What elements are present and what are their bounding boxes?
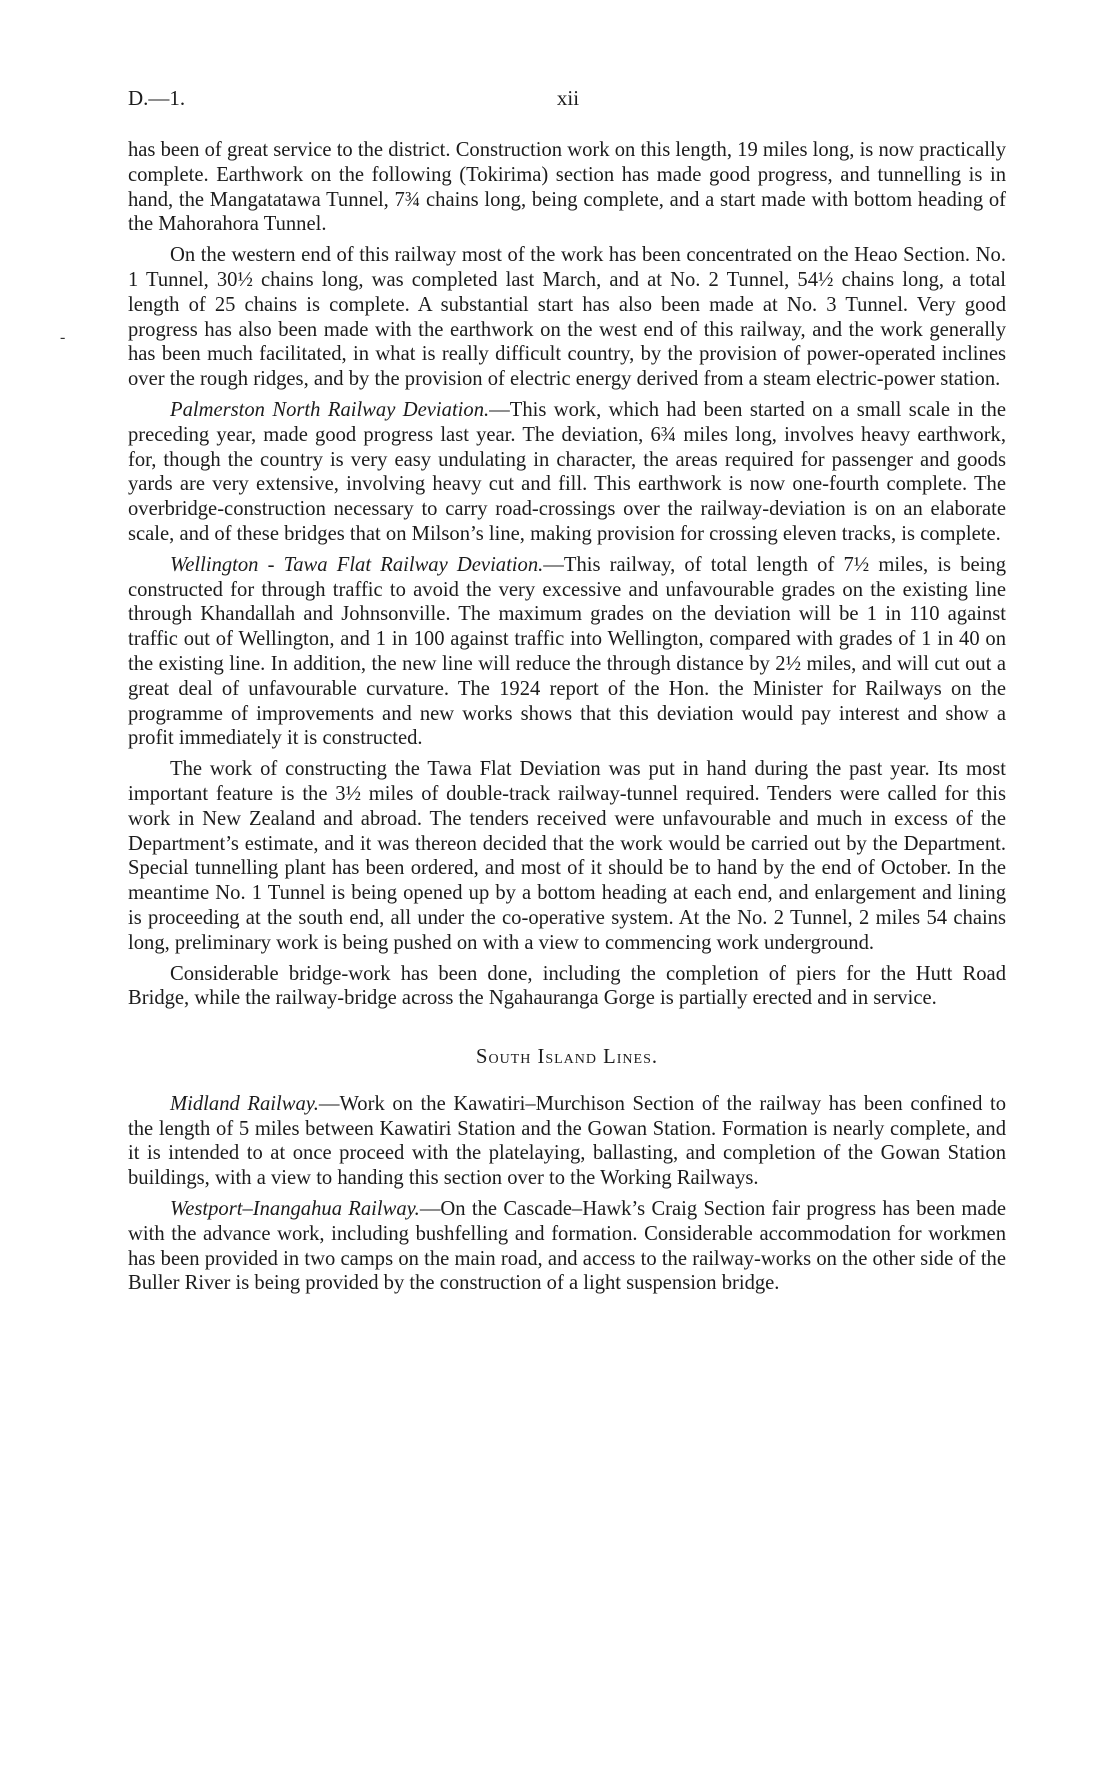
paragraph-text: —This railway, of total length of 7½ miles, is being constructed for through traffic to avoid the very excessive and unfavourable grades on the existing line through Khandallah and Johnsonville. The maximum grades on the deviation will be 1 in 110 against traffic out of Wellington, and 1 in 100 against traffic into Wellington, compared with grades of 1 in 40 on the existing line. In addition, the new line will reduce the through distance by 2½ miles, and will cut out a great deal of unfavourable curvature. The 1924 report of the Hon. the Minister for Railways on the programme of improvements and new works shows that this deviation would pay interest and show a profit immediately it is constructed. (128, 553, 1006, 750)
page-header (128, 86, 1008, 116)
paragraph-title: Palmerston North Railway Deviation. (170, 398, 490, 421)
paragraph-text: Considerable bridge-work has been done, including the completion of piers for the Hutt Road Bridge, while the railway-bridge across the Ngahauranga Gorge is partially erected and in service. (128, 962, 1006, 1010)
paragraph (128, 553, 1006, 751)
paragraph (128, 1197, 1006, 1296)
paragraph-text: On the western end of this railway most of the work has been concentrated on the Heao Section. No. 1 Tunnel, 30½ chains long, was completed last March, and at No. 2 Tunnel, 54½ chains long, a total length of 25 chains is complete. A substantial start has also been made at No. 3 Tunnel. Very good progress has also been made with the earthwork on the west end of this railway, and the work generally has been much facilitated, in what is really difficult country, by the provision of power-operated inclines over the rough ridges, and by the provision of electric energy derived from a steam electric-power station. (128, 244, 1006, 391)
paragraph (128, 138, 1006, 237)
paragraph (128, 243, 1006, 392)
paragraph-title: Midland Railway. (170, 1092, 319, 1115)
document-reference: D.—1. (128, 86, 186, 110)
paragraph (128, 757, 1006, 955)
paragraph-text: has been of great service to the district. Construction work on this length, 19 miles long, is now practically complete. Earthwork on the following (Tokirima) section has made good progress, and tunnelling is in hand, the Mangatatawa Tunnel, 7¾ chains long, being complete, and a start made with bottom heading of the Mahorahora Tunnel. (128, 139, 1006, 236)
paragraph-text: —Work on the Kawatiri–Murchison Section of the railway has been confined to the length of 5 miles between Kawatiri Station and the Gowan Station. Formation is nearly complete, and it is intended to at once proceed with the platelaying, ballasting, and completion of the Gowan Station buildings, with a view to handing this section over to the Working Railways. (128, 1092, 1006, 1190)
paragraph (128, 398, 1006, 547)
paragraph-text: —On the Cascade–Hawk’s Craig Section fair progress has been made with the advance work, including bushfelling and formation. Considerable accommodation for workmen has been provided in two camps on the main road, and access to the railway-works on the other side of the Buller River is being provided by the construction of a light suspension bridge. (128, 1198, 1007, 1295)
paragraph-text: —This work, which had been started on a small scale in the preceding year, made good progress last year. The deviation, 6¾ miles long, involves heavy earthwork, for, though the country is very easy undulating in character, the areas required for passenger and goods yards are very extensive, involving heavy cut and fill. This earthwork is now one-fourth complete. The overbridge-construction necessary to carry road-crossings over the railway-deviation is on an elaborate scale, and of these bridges that on Milson’s line, making provision for crossing eleven tracks, is complete. (128, 398, 1006, 545)
paragraph-title: Westport–Inangahua Railway. (170, 1198, 420, 1221)
paragraph-title: Wellington - Tawa Flat Railway Deviation. (170, 553, 544, 576)
paragraph (128, 962, 1006, 1012)
document-body (128, 138, 1006, 1302)
margin-mark: - (60, 329, 66, 346)
paragraph-text: The work of constructing the Tawa Flat Deviation was put in hand during the past year. Its most important feature is the 3½ miles of double-track railway-tunnel required. Tenders were called for this work in New Zealand and abroad. The tenders received were unfavourable and much in excess of the Department’s estimate, and it was thereon decided that the work would be carried out by the Department. Special tunnelling plant has been ordered, and most of it should be to hand by the end of October. In the meantime No. 1 Tunnel is being opened up by a bottom heading at each end, and enlargement and lining is proceeding at the south end, all under the co-operative system. At the No. 2 Tunnel, 2 miles 54 chains long, preliminary work is being pushed on with a view to commencing work underground. (128, 758, 1006, 954)
section-heading: South Island Lines. (476, 1046, 658, 1069)
page-number: xii (556, 86, 580, 110)
paragraph (128, 1092, 1006, 1191)
